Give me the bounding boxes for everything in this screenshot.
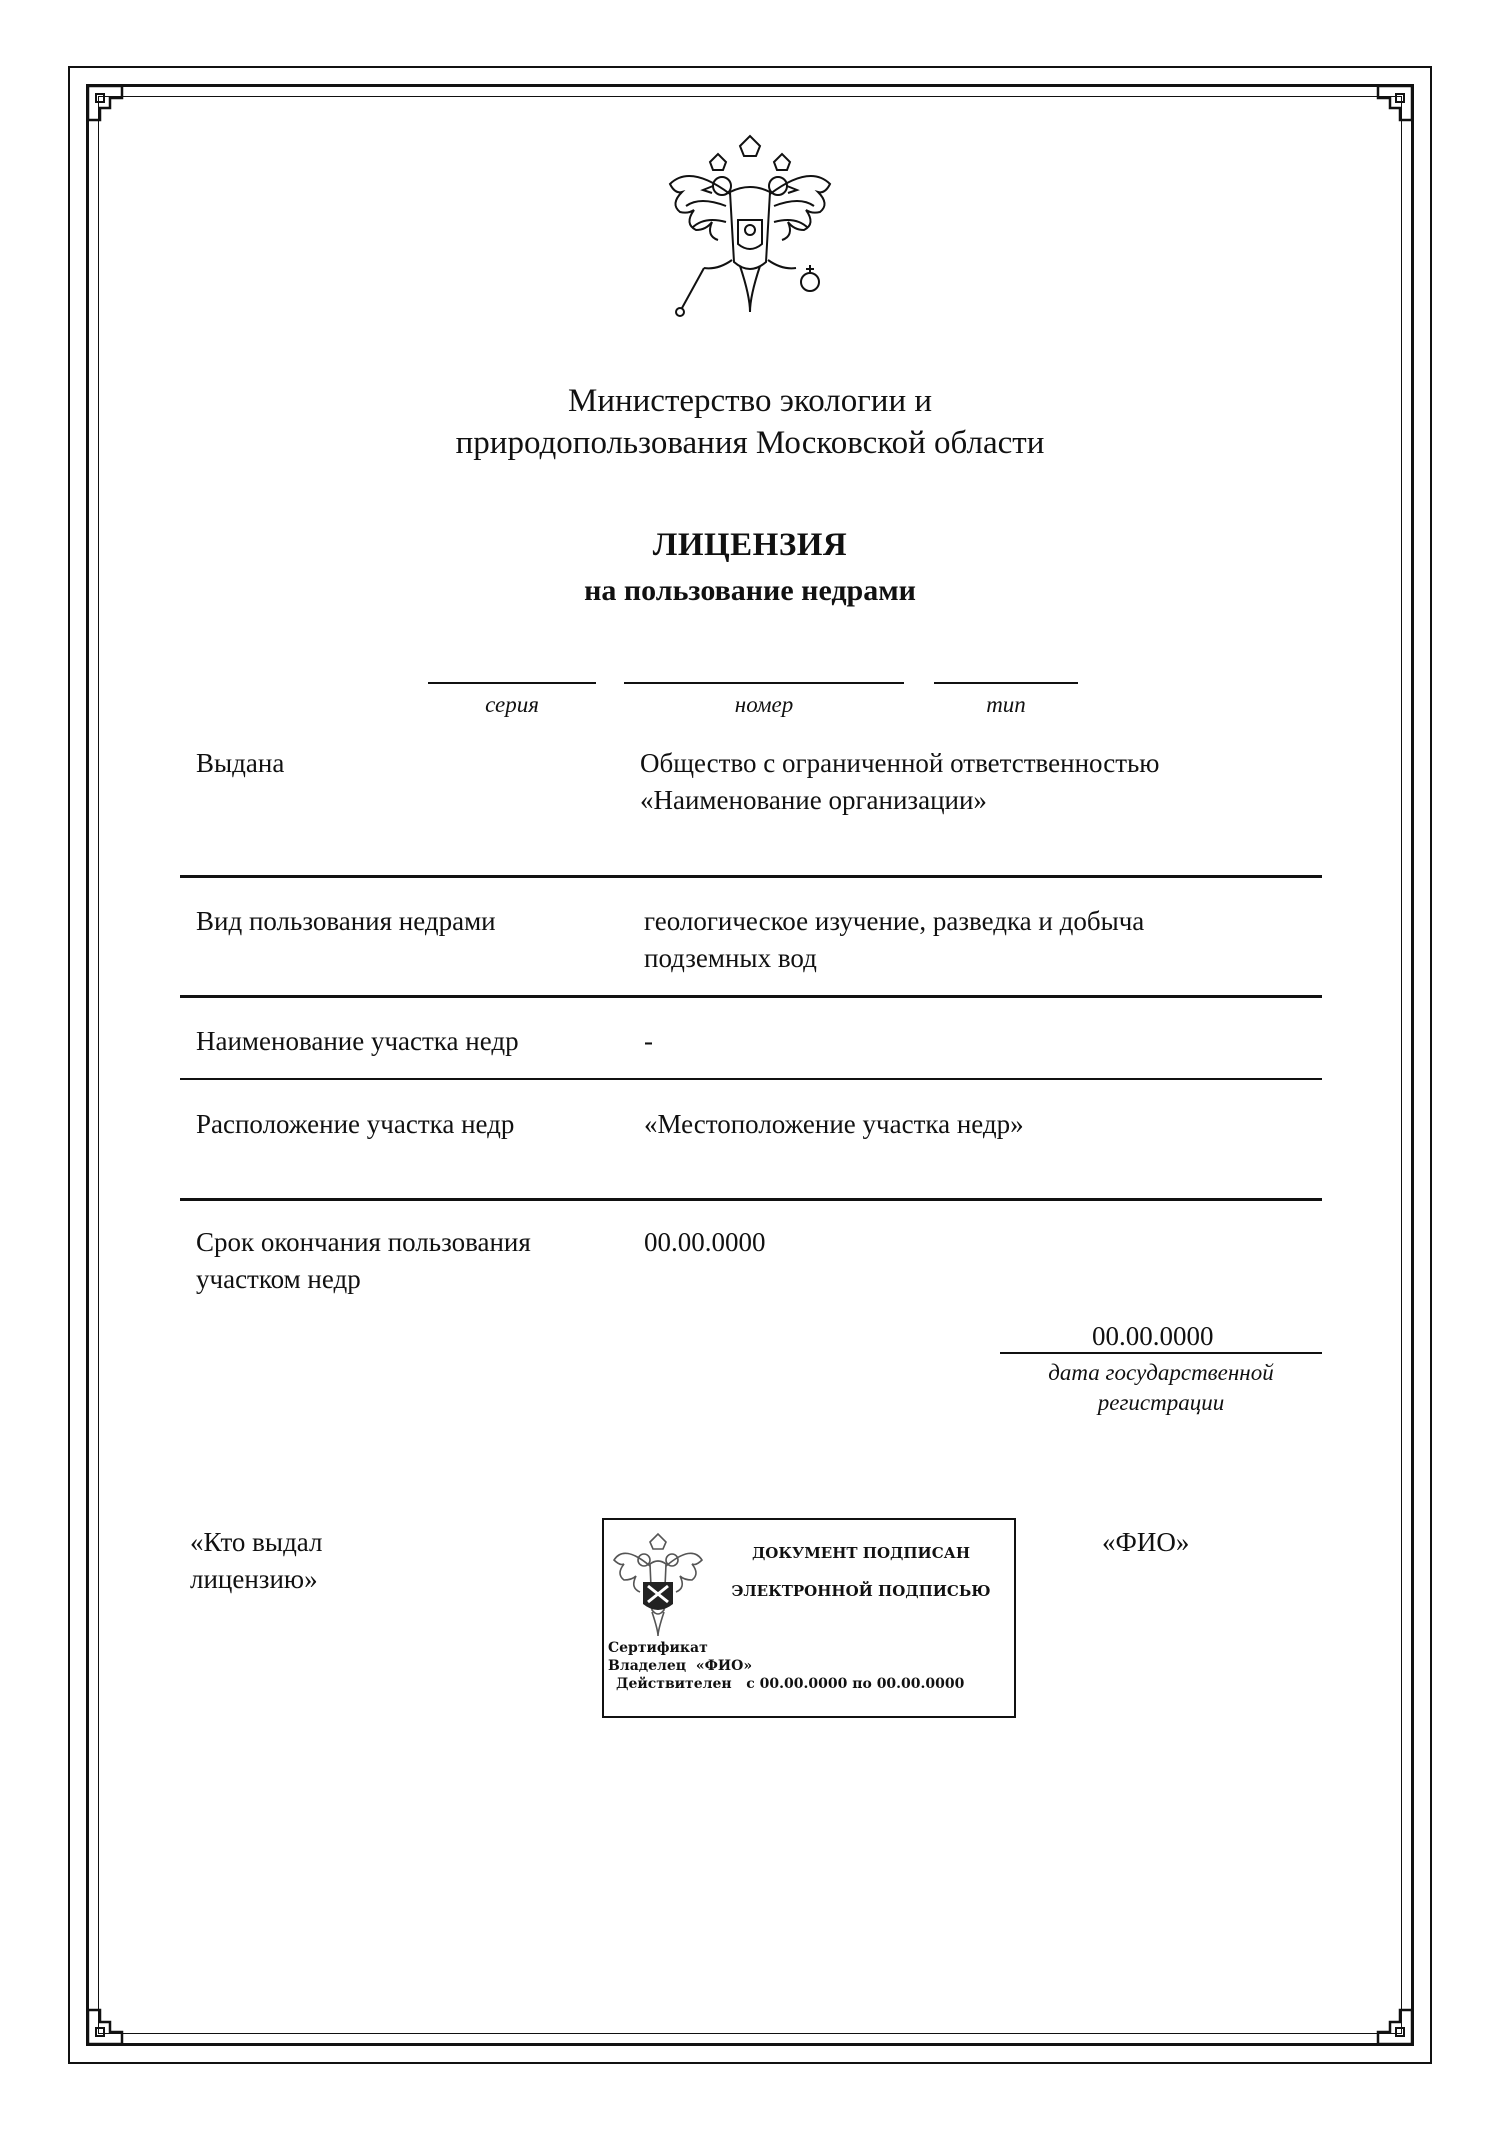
subsoil-use-type-value-line2: подземных вод xyxy=(644,943,817,973)
stamp-validity: Действителен с 00.00.0000 по 00.00.0000 xyxy=(616,1676,965,1692)
expiry-date-value: 00.00.0000 xyxy=(644,1227,766,1257)
registration-date-line xyxy=(1000,1352,1322,1354)
site-name-label: Наименование участка недр xyxy=(196,1026,519,1056)
registration-date: 00.00.0000 xyxy=(1092,1321,1214,1351)
site-name-value: - xyxy=(644,1026,653,1056)
stamp-certificate-label: Сертификат xyxy=(608,1640,708,1656)
registration-caption-line1: дата государственной xyxy=(1048,1360,1274,1385)
site-location-label: Расположение участка недр xyxy=(196,1109,515,1139)
issued-to-value-line2: «Наименование организации» xyxy=(640,785,987,815)
issuer-line2: лицензию» xyxy=(190,1564,318,1594)
number-caption: номер xyxy=(734,692,794,717)
stamp-owner: Владелец «ФИО» xyxy=(608,1658,753,1674)
expiry-label-line2: участком недр xyxy=(196,1264,361,1294)
issued-to-label: Выдана xyxy=(196,748,285,778)
row-divider xyxy=(180,995,1322,998)
corner-ornament-top-right xyxy=(1374,84,1414,124)
corner-ornament-top-left xyxy=(86,84,126,124)
series-blank-line xyxy=(428,682,596,684)
type-caption: тип xyxy=(986,692,1026,717)
corner-ornament-bottom-left xyxy=(86,2006,126,2046)
ministry-name-line2: природопользования Московской области xyxy=(455,425,1045,461)
site-location-value: «Местоположение участка недр» xyxy=(644,1109,1024,1139)
stamp-title-line1: ДОКУМЕНТ ПОДПИСАН xyxy=(751,1544,971,1562)
row-divider xyxy=(180,1078,1322,1080)
stamp-title-line2: ЭЛЕКТРОННОЙ ПОДПИСЬЮ xyxy=(731,1582,991,1600)
expiry-label-line1: Срок окончания пользования xyxy=(196,1227,531,1257)
issued-to-value-line1: Общество с ограниченной ответственностью xyxy=(640,748,1160,778)
corner-ornament-bottom-right xyxy=(1374,2006,1414,2046)
row-divider xyxy=(180,1198,1322,1201)
subsoil-use-type-value-line1: геологическое изучение, разведка и добыча xyxy=(644,906,1145,936)
row-divider xyxy=(180,875,1322,878)
subsoil-use-type-label: Вид пользования недрами xyxy=(196,906,496,936)
signer-name: «ФИО» xyxy=(1102,1527,1190,1557)
e-signature-stamp xyxy=(602,1518,1016,1718)
document-subtitle: на пользование недрами xyxy=(584,574,916,607)
series-caption: серия xyxy=(485,692,539,717)
coat-of-arms-icon xyxy=(660,132,840,332)
number-blank-line xyxy=(624,682,904,684)
issuer-line1: «Кто выдал xyxy=(190,1527,323,1557)
ministry-name-line1: Министерство экологии и xyxy=(567,383,933,419)
type-blank-line xyxy=(934,682,1078,684)
document-title: ЛИЦЕНЗИЯ xyxy=(652,527,848,563)
stamp-emblem-icon xyxy=(610,1530,706,1640)
registration-caption-line2: регистрации xyxy=(1097,1390,1225,1415)
